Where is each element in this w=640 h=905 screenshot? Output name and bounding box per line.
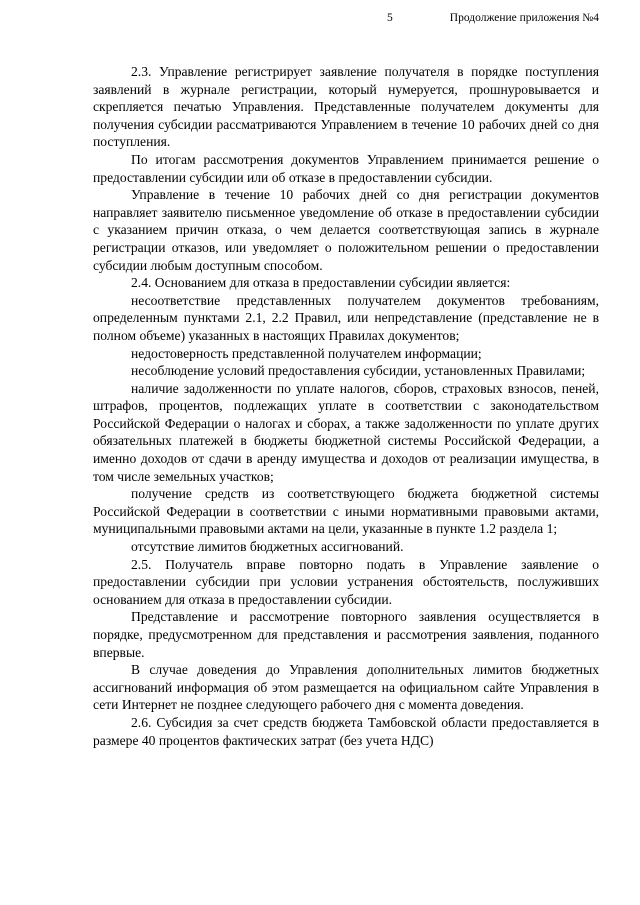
list-item-other-budget-funds: получение средств из соответствующего бюджета бюджетной системы Российской Федерации в соответствии с иными нормативными правовыми актами, муниципальными правовыми актами на цели, указанные в пункте 1.2 раздела 1; [93,486,599,537]
paragraph-2-5: 2.5. Получатель вправе повторно подать в Управление заявление о предоставлении субсидии при условии устранения обстоятельств, послуживших основанием для отказа в предоставлении субсидии. [93,556,599,607]
list-item-conditions-violation: несоблюдение условий предоставления субсидии, установленных Правилами; [131,363,586,379]
paragraph-repeat-application: Представление и рассмотрение повторного заявления осуществляется в порядке, предусмотренном для представления и рассмотрения заявления, поданного впервые. [93,609,599,660]
appendix-continuation-note: Продолжение приложения №4 [449,12,599,24]
paragraph-2-4: 2.4. Основанием для отказа в предоставлении субсидии является: [131,275,511,291]
list-item-unreliable-info: недостоверность представленной получателем информации; [131,345,482,361]
page-number: 5 [387,12,393,24]
list-item-tax-debt: наличие задолженности по уплате налогов, сборов, страховых взносов, пеней, штрафов, процентов, подлежащих уплате в соответствии с законодательством Российской Федерации о налогах и сборах, а также задолженности по уплате других обязательных платежей в бюджеты бюджетной системы Российской Федерации, а именно доходов от сдачи в аренду имущества и доходов от реализации имущества, в том числе земельных участков; [93,380,599,484]
paragraph-notification: Управление в течение 10 рабочих дней со дня регистрации документов направляет заявителю письменное уведомление об отказе в предоставлении субсидии с указанием причин отказа, о чем делается соответствующая запись в журнале регистрации отказов, или уведомляет о положительном решении о предоставлении субсидии любым доступным способом. [93,187,599,273]
paragraph-review-result: По итогам рассмотрения документов Управлением принимается решение о предоставлении субсидии или об отказе в предоставлении субсидии. [93,151,599,185]
paragraph-2-3: 2.3. Управление регистрирует заявление получателя в порядке поступления заявлений в журнале регистрации, который нумеруется, прошнуровывается и скрепляется печатью Управления. Представленные получателем документы для получения субсидии рассматриваются Управлением в течение 10 рабочих дней со дня поступления. [93,64,599,150]
page-header [0,10,640,26]
list-item-no-budget-limits: отсутствие лимитов бюджетных ассигнований. [131,539,404,555]
paragraph-additional-limits: В случае доведения до Управления дополнительных лимитов бюджетных ассигнований информация об этом размещается на официальном сайте Управления в сети Интернет не позднее следующего рабочего дня с момента доведения. [93,662,599,713]
paragraph-2-6: 2.6. Субсидия за счет средств бюджета Тамбовской области предоставляется в размере 40 процентов фактических затрат (без учета НДС) [93,714,599,748]
document-body [93,63,599,749]
list-item-document-mismatch: несоответствие представленных получателем документов требованиям, определенным пунктами 2.1, 2.2 Правил, или непредставление (представление не в полном объеме) указанных в настоящих Правилах документов; [93,292,599,343]
